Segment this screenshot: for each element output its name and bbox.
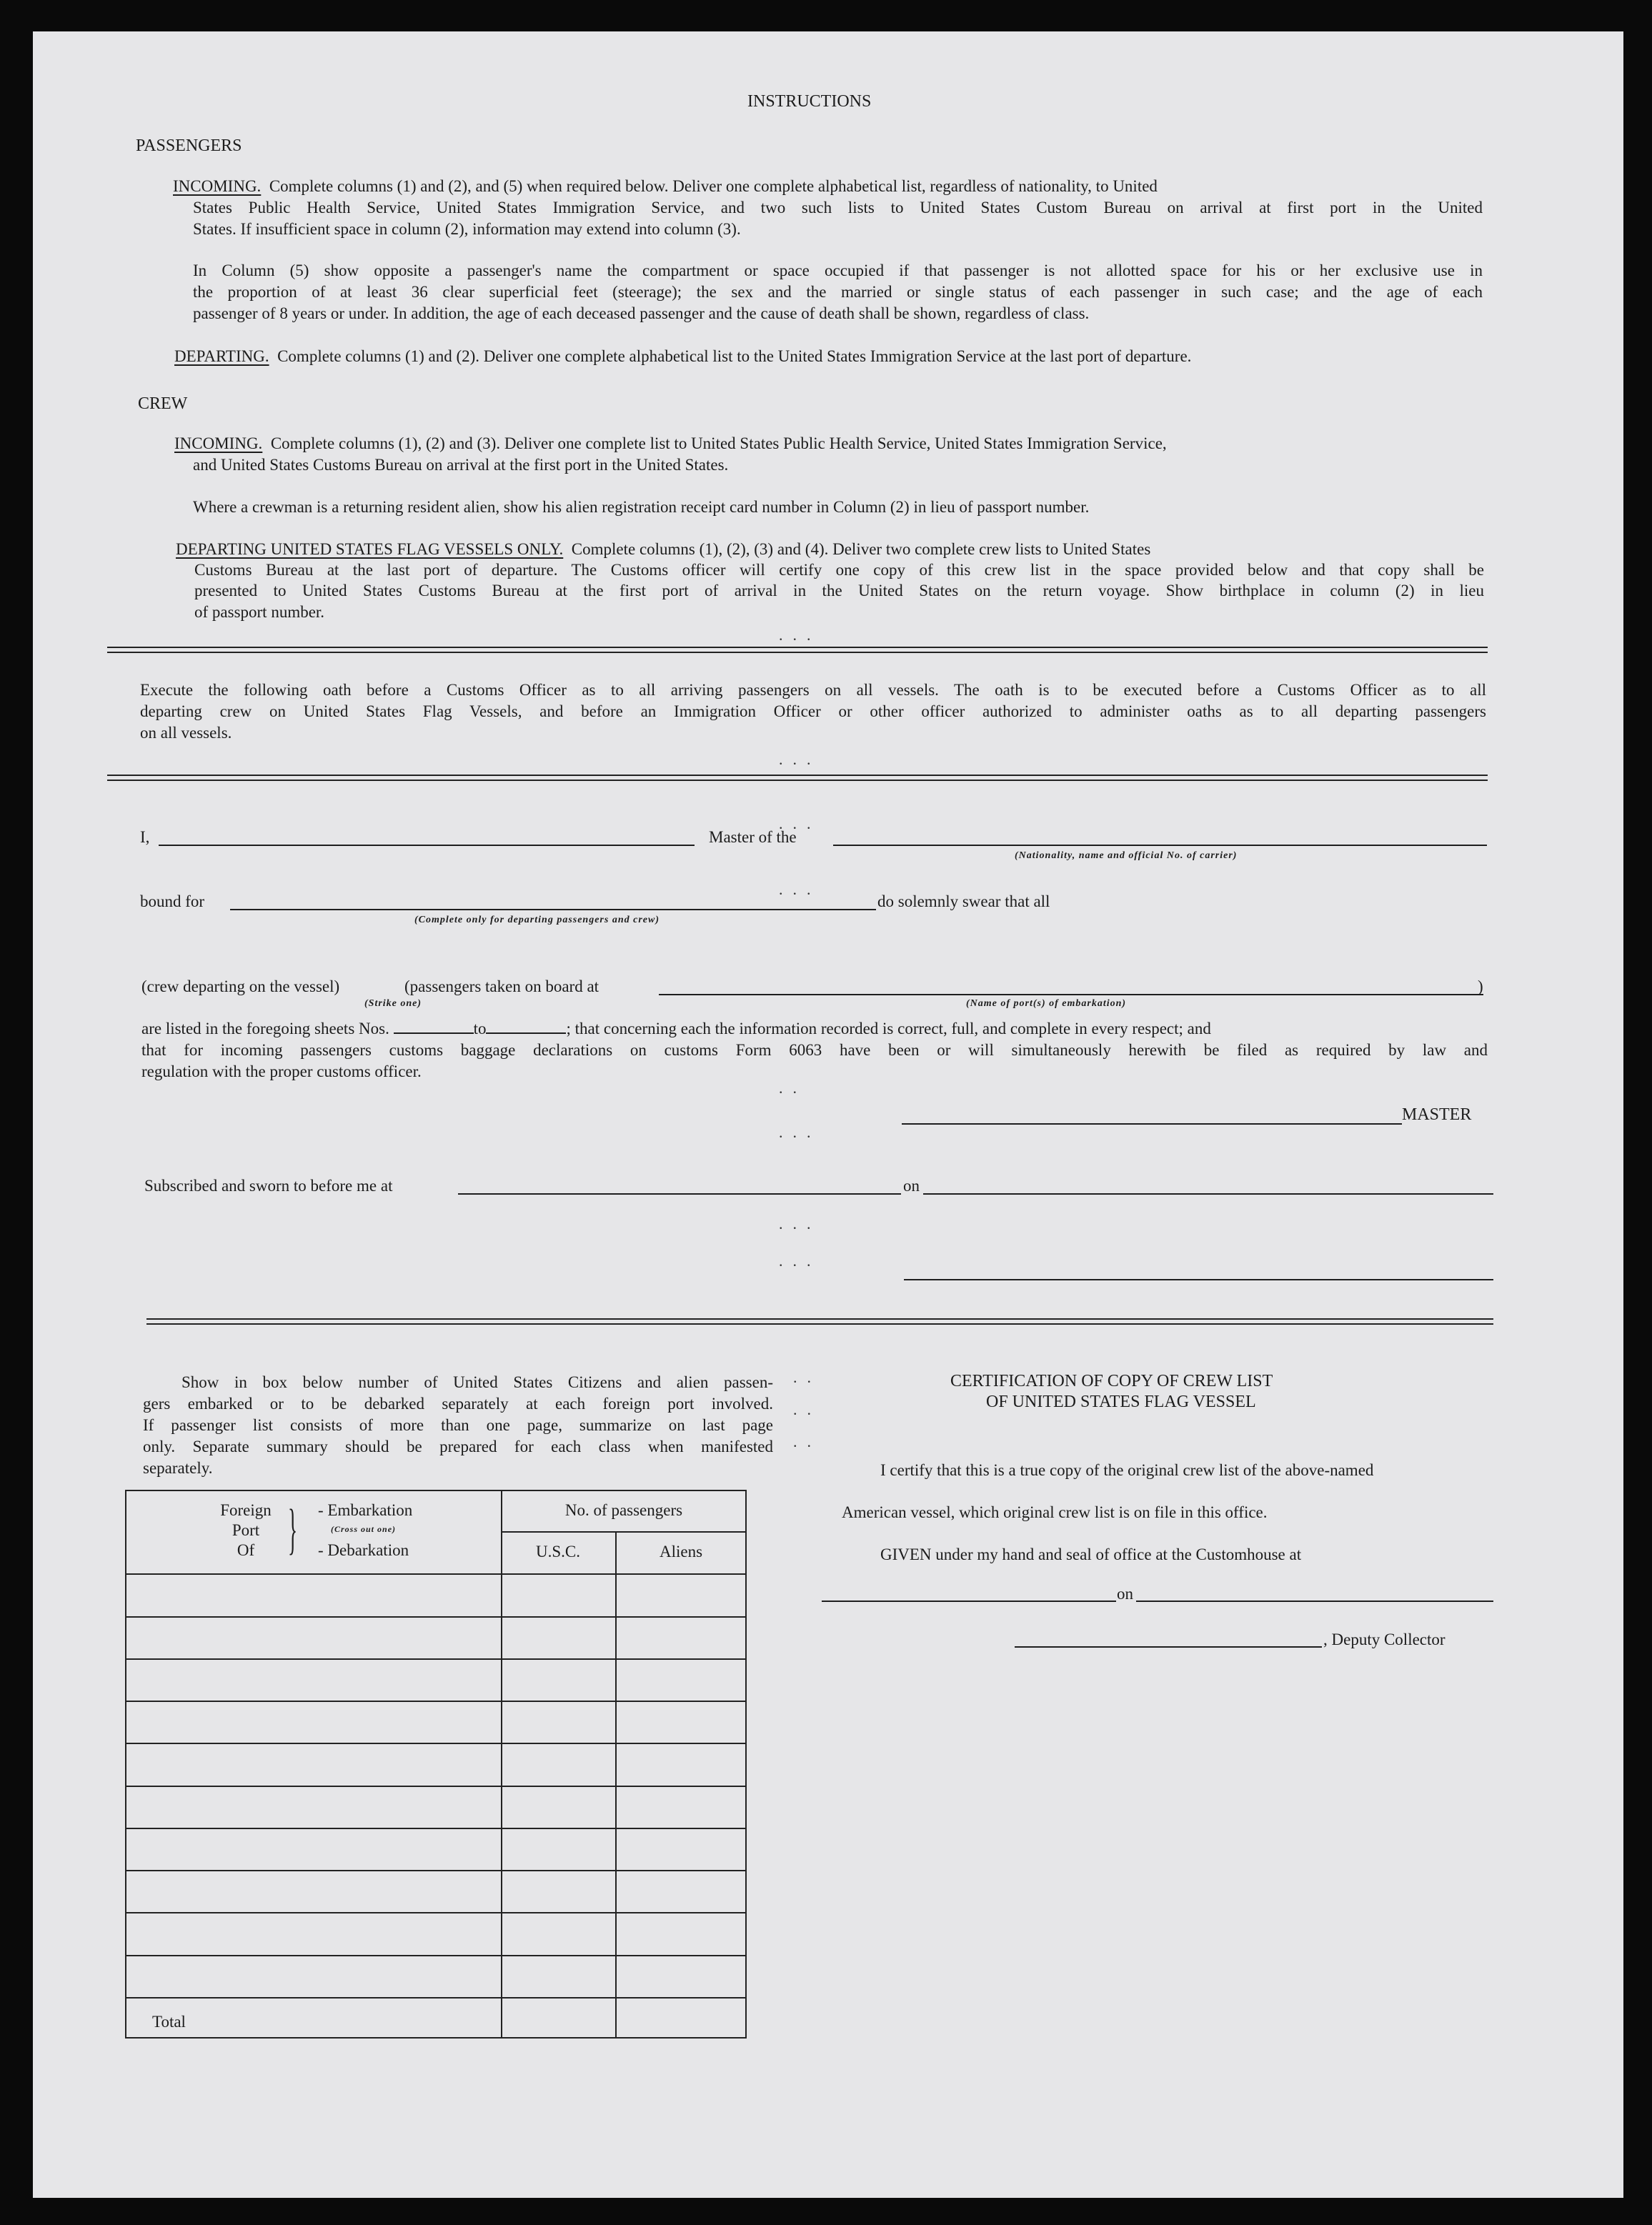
- debarkation-option: - Debarkation: [318, 1541, 409, 1559]
- summary-line-3: If passenger list consists of more than one page, summarize on last page: [143, 1416, 773, 1434]
- oath-i-label: I,: [140, 828, 150, 846]
- ports-field[interactable]: [659, 994, 1483, 995]
- total-row-label: Total: [152, 2013, 186, 2031]
- officer-signature-field[interactable]: [904, 1279, 1493, 1280]
- sworn-date-field[interactable]: [923, 1193, 1493, 1195]
- customhouse-field[interactable]: [822, 1601, 1116, 1602]
- ports-caption: (Name of port(s) of embarkation): [966, 998, 1127, 1009]
- subscribed-label: Subscribed and sworn to before me at: [144, 1177, 393, 1195]
- master-of-label: Master of the: [709, 828, 797, 846]
- dot-leader: ..: [793, 1400, 821, 1418]
- dot-leader: ...: [779, 750, 821, 768]
- double-rule: [146, 1318, 1493, 1325]
- summary-line-1: Show in box below number of United States Citizens and alien passen-: [181, 1373, 773, 1391]
- dot-leader: ...: [779, 626, 821, 644]
- summary-line-5: separately.: [143, 1459, 213, 1477]
- usc-header: U.S.C.: [536, 1543, 580, 1561]
- sheet-from-field[interactable]: [394, 1020, 474, 1034]
- passengers-incoming-line-3: States. If insufficient space in column (2), information may extend into column (3).: [193, 220, 741, 238]
- crew-departing-line-3: presented to United States Customs Bureau at the first port of arrival in the United States on the return voyage. Show birthplace in column (2) in lieu: [194, 582, 1484, 599]
- crew-resident-alien: Where a crewman is a returning resident alien, show his alien registration receipt card number in Column (2) in lieu of passport number.: [193, 498, 1090, 516]
- swear-text: do solemnly swear that all: [877, 892, 1050, 910]
- sworn-place-field[interactable]: [458, 1193, 901, 1195]
- dot-leader: ...: [779, 1215, 821, 1233]
- bound-for-label: bound for: [140, 892, 205, 910]
- sworn-on-label: on: [903, 1177, 920, 1195]
- strike-one-caption: (Strike one): [364, 998, 422, 1009]
- summary-line-4: only. Separate summary should be prepared for each class when manifested: [143, 1438, 773, 1455]
- passengers-taken-option: (passengers taken on board at: [404, 977, 599, 995]
- double-rule: [107, 775, 1488, 781]
- carrier-caption: (Nationality, name and official No. of carrier): [1015, 850, 1238, 861]
- crew-departing-label: DEPARTING UNITED STATES FLAG VESSELS ONLY.: [176, 540, 564, 558]
- crew-departing-option: (crew departing on the vessel): [141, 977, 340, 995]
- crew-incoming-line-2: and United States Customs Bureau on arrival at the first port in the United States.: [193, 456, 729, 474]
- oath-instructions-line-2: departing crew on United States Flag Vessels, and before an Immigration Officer or other officer authorized to administer oaths as to all departing passengers: [140, 702, 1486, 720]
- dot-leader: ..: [793, 1433, 821, 1450]
- oath-line-2: that for incoming passengers customs baggage declarations on customs Form 6063 have been or will simultaneously herewith be filed as required by law and: [141, 1041, 1488, 1059]
- certification-line-1: I certify that this is a true copy of the original crew list of the above-named: [880, 1461, 1374, 1479]
- sheets-line: are listed in the foregoing sheets Nos. to ; that concerning each the information recorded is correct, full, and complete in every respect; and: [141, 1020, 1211, 1037]
- crew-departing-line-1: DEPARTING UNITED STATES FLAG VESSELS ONLY. Complete columns (1), (2), (3) and (4). Deliver two complete crew lists to United States: [176, 540, 1151, 558]
- passengers-heading: PASSENGERS: [136, 136, 242, 155]
- passengers-incoming-line-1: INCOMING. Complete columns (1) and (2), and (5) when required below. Deliver one complete alphabetical list, regardless of nationality, to United: [173, 177, 1158, 195]
- passengers-departing-label: DEPARTING.: [174, 347, 269, 365]
- certification-on-label: on: [1117, 1585, 1133, 1603]
- oath-instructions-line-3: on all vessels.: [140, 724, 232, 742]
- aliens-header: Aliens: [659, 1543, 703, 1561]
- dot-leader: ...: [779, 880, 821, 898]
- bound-for-caption: (Complete only for departing passengers and crew): [414, 915, 660, 925]
- certification-date-field[interactable]: [1136, 1601, 1493, 1602]
- passengers-departing: DEPARTING. Complete columns (1) and (2). Deliver one complete alphabetical list to the United States Immigration Service at the last port of departure.: [174, 347, 1192, 365]
- crew-departing-line-2: Customs Bureau at the last port of departure. The Customs officer will certify one copy of this crew list in the space provided below and that copy shall be: [194, 561, 1484, 579]
- summary-line-2: gers embarked or to be debarked separately at each foreign port involved.: [143, 1395, 773, 1413]
- page-title: INSTRUCTIONS: [747, 92, 872, 111]
- double-rule: [107, 647, 1488, 653]
- column5-line-3: passenger of 8 years or under. In addition, the age of each deceased passenger and the cause of death shall be shown, regardless of class.: [193, 304, 1090, 322]
- oath-line-3: regulation with the proper customs officer.: [141, 1062, 422, 1080]
- dot-leader: ...: [779, 1123, 821, 1141]
- crew-heading: CREW: [138, 394, 188, 413]
- bound-for-field[interactable]: [230, 909, 876, 910]
- crew-incoming-label: INCOMING.: [174, 434, 263, 452]
- passengers-incoming-label: INCOMING.: [173, 177, 262, 195]
- sheet-to-field[interactable]: [486, 1020, 566, 1034]
- crew-departing-line-4: of passport number.: [194, 603, 325, 621]
- certification-title-2: OF UNITED STATES FLAG VESSEL: [986, 1393, 1256, 1411]
- deputy-collector-label: , Deputy Collector: [1323, 1631, 1446, 1648]
- close-paren: ): [1478, 977, 1483, 995]
- dot-leader: ..: [779, 1079, 807, 1097]
- port-label-foreign: Foreign: [220, 1501, 272, 1519]
- crew-incoming-line-1: INCOMING. Complete columns (1), (2) and (3). Deliver one complete list to United States Public Health Service, United States Immigration Service,: [174, 434, 1167, 452]
- oath-instructions-line-1: Execute the following oath before a Customs Officer as to all arriving passengers on all vessels. The oath is to be executed before a Customs Officer as to all: [140, 681, 1486, 699]
- passengers-incoming-line-2: States Public Health Service, United States Immigration Service, and two such lists to United States Custom Bureau on arrival at first port in the United: [193, 199, 1483, 216]
- certification-line-3: GIVEN under my hand and seal of office at the Customhouse at: [880, 1545, 1302, 1563]
- cross-out-caption: (Cross out one): [331, 1524, 397, 1534]
- master-signature-field[interactable]: [902, 1123, 1402, 1125]
- dot-leader: ...: [779, 1252, 821, 1270]
- certification-line-2: American vessel, which original crew list is on file in this office.: [842, 1503, 1268, 1521]
- port-label-port: Port: [232, 1521, 260, 1539]
- dot-leader: ...: [779, 815, 821, 832]
- master-label: MASTER: [1402, 1105, 1472, 1124]
- column5-line-2: the proportion of at least 36 clear superficial feet (steerage); the sex and the married or single status of each passenger in such case; and the age of each: [193, 283, 1483, 301]
- port-label-of: Of: [237, 1541, 255, 1559]
- certification-title-1: CERTIFICATION OF COPY OF CREW LIST: [950, 1372, 1273, 1390]
- carrier-field[interactable]: [833, 845, 1487, 846]
- column5-line-1: In Column (5) show opposite a passenger's name the compartment or space occupied if that passenger is not allotted space for his or her exclusive use in: [193, 262, 1483, 279]
- master-name-field[interactable]: [159, 845, 695, 846]
- no-passengers-header: No. of passengers: [564, 1501, 683, 1519]
- brace-icon: }: [288, 1498, 298, 1560]
- dot-leader: ..: [793, 1368, 821, 1386]
- embarkation-option: - Embarkation: [318, 1501, 413, 1519]
- passenger-summary-table: [125, 1490, 747, 2039]
- deputy-collector-field[interactable]: [1015, 1646, 1322, 1648]
